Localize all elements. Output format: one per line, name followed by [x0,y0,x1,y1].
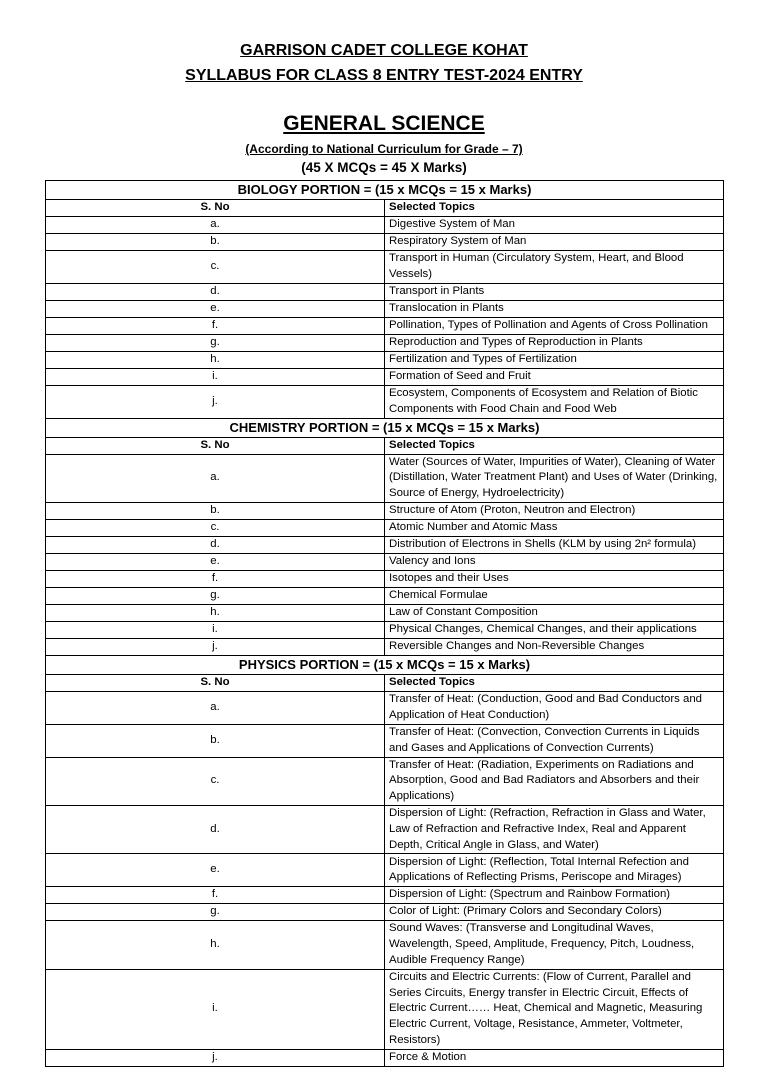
row-number: c. [46,757,385,805]
row-topic: Transfer of Heat: (Convection, Convection Currents in Liquids and Gases and Applications of Convection Currents) [385,724,724,757]
table-row [46,904,724,921]
row-number: g. [46,334,385,351]
table-row [46,638,724,655]
row-number: f. [46,570,385,587]
table-row [46,621,724,638]
row-number: i. [46,368,385,385]
row-number: j. [46,385,385,418]
row-topic: Reproduction and Types of Reproduction in Plants [385,334,724,351]
row-number: e. [46,300,385,317]
table-row [46,283,724,300]
table-row [46,300,724,317]
table-row [46,570,724,587]
row-topic: Ecosystem, Components of Ecosystem and Relation of Biotic Components with Food Chain and Food Web [385,385,724,418]
table-row [46,1049,724,1066]
table-row [46,969,724,1049]
row-number: b. [46,234,385,251]
syllabus-title: SYLLABUS FOR CLASS 8 ENTRY TEST-2024 ENTRY [185,67,583,84]
row-number: a. [46,691,385,724]
table-row [46,317,724,334]
row-topic: Respiratory System of Man [385,234,724,251]
row-number: b. [46,724,385,757]
biology-portion-header [46,181,724,200]
row-topic: Isotopes and their Uses [385,570,724,587]
row-number: i. [46,621,385,638]
row-number: g. [46,904,385,921]
topics-header: Selected Topics [385,437,724,454]
table-row [46,334,724,351]
table-row [46,351,724,368]
row-topic: Structure of Atom (Proton, Neutron and Electron) [385,502,724,519]
row-topic: Water (Sources of Water, Impurities of Water), Cleaning of Water (Distillation, Water Treatment Plant) and Uses of Water (Drinking, Source of Energy, Hydroelectricity) [385,454,724,502]
row-number: d. [46,536,385,553]
row-topic: Law of Constant Composition [385,604,724,621]
row-topic: Chemical Formulae [385,587,724,604]
physics-portion-header [46,655,724,674]
row-number: d. [46,283,385,300]
row-topic: Physical Changes, Chemical Changes, and their applications [385,621,724,638]
portion-title: BIOLOGY PORTION = (15 x MCQs = 15 x Marks) [46,181,724,200]
row-topic: Force & Motion [385,1049,724,1066]
chemistry-portion-header [46,418,724,437]
row-number: e. [46,553,385,570]
row-number: d. [46,805,385,853]
row-number: c. [46,251,385,284]
marks-summary: (45 X MCQs = 45 X Marks) [301,160,467,175]
sno-header: S. No [46,437,385,454]
row-topic: Distribution of Electrons in Shells (KLM by using 2n² formula) [385,536,724,553]
table-row [46,854,724,887]
row-number: i. [46,969,385,1049]
row-number: f. [46,317,385,334]
row-topic: Transport in Plants [385,283,724,300]
column-header-row [46,674,724,691]
row-number: j. [46,638,385,655]
row-topic: Transport in Human (Circulatory System, Heart, and Blood Vessels) [385,251,724,284]
row-number: b. [46,502,385,519]
curriculum-note [0,141,768,157]
row-topic: Dispersion of Light: (Spectrum and Rainbow Formation) [385,887,724,904]
table-row [46,587,724,604]
table-row [46,454,724,502]
table-row [46,553,724,570]
syllabus-table [45,180,724,1067]
row-topic: Color of Light: (Primary Colors and Secondary Colors) [385,904,724,921]
table-row [46,234,724,251]
row-number: a. [46,217,385,234]
topics-header: Selected Topics [385,674,724,691]
row-topic: Formation of Seed and Fruit [385,368,724,385]
table-row [46,921,724,969]
row-number: h. [46,604,385,621]
row-topic: Transfer of Heat: (Radiation, Experiments on Radiations and Absorption, Good and Bad Radiators and Absorbers and their Applications) [385,757,724,805]
column-header-row [46,437,724,454]
row-topic: Digestive System of Man [385,217,724,234]
table-row [46,805,724,853]
row-topic: Dispersion of Light: (Reflection, Total Internal Refection and Applications of Reflecting Prisms, Periscope and Mirages) [385,854,724,887]
table-row [46,757,724,805]
curriculum-note-text: (According to National Curriculum for Grade – 7) [245,142,523,156]
sno-header: S. No [46,674,385,691]
row-topic: Pollination, Types of Pollination and Agents of Cross Pollination [385,317,724,334]
table-row [46,502,724,519]
row-number: h. [46,921,385,969]
subject-title: GENERAL SCIENCE [283,112,485,135]
table-row [46,604,724,621]
sno-header: S. No [46,200,385,217]
row-number: g. [46,587,385,604]
table-row [46,519,724,536]
row-number: j. [46,1049,385,1066]
row-number: c. [46,519,385,536]
portion-title: PHYSICS PORTION = (15 x MCQs = 15 x Marks) [46,655,724,674]
row-topic: Translocation in Plants [385,300,724,317]
row-topic: Circuits and Electric Currents: (Flow of Current, Parallel and Series Circuits, Energy transfer in Electric Circuit, Effects of Electric Current…… Heat, Chemical and Magnetic, Measuring Electric Current, Voltage, Resistance, Ammeter, Voltmeter, Resistors) [385,969,724,1049]
table-row [46,536,724,553]
table-row [46,368,724,385]
table-row [46,887,724,904]
table-row [46,251,724,284]
row-number: h. [46,351,385,368]
row-topic: Atomic Number and Atomic Mass [385,519,724,536]
row-topic: Fertilization and Types of Fertilization [385,351,724,368]
table-row [46,691,724,724]
topics-header: Selected Topics [385,200,724,217]
row-number: a. [46,454,385,502]
row-topic: Dispersion of Light: (Refraction, Refraction in Glass and Water, Law of Refraction and Refractive Index, Real and Apparent Depth, Critical Angle in Glass, and Water) [385,805,724,853]
table-row [46,385,724,418]
row-topic: Transfer of Heat: (Conduction, Good and Bad Conductors and Application of Heat Conduction) [385,691,724,724]
column-header-row [46,200,724,217]
table-row [46,724,724,757]
table-row [46,217,724,234]
row-topic: Sound Waves: (Transverse and Longitudinal Waves, Wavelength, Speed, Amplitude, Frequency, Pitch, Loudness, Audible Frequency Range) [385,921,724,969]
row-topic: Reversible Changes and Non-Reversible Changes [385,638,724,655]
row-number: e. [46,854,385,887]
row-topic: Valency and Ions [385,553,724,570]
institution-title: GARRISON CADET COLLEGE KOHAT [240,42,528,59]
portion-title: CHEMISTRY PORTION = (15 x MCQs = 15 x Marks) [46,418,724,437]
row-number: f. [46,887,385,904]
